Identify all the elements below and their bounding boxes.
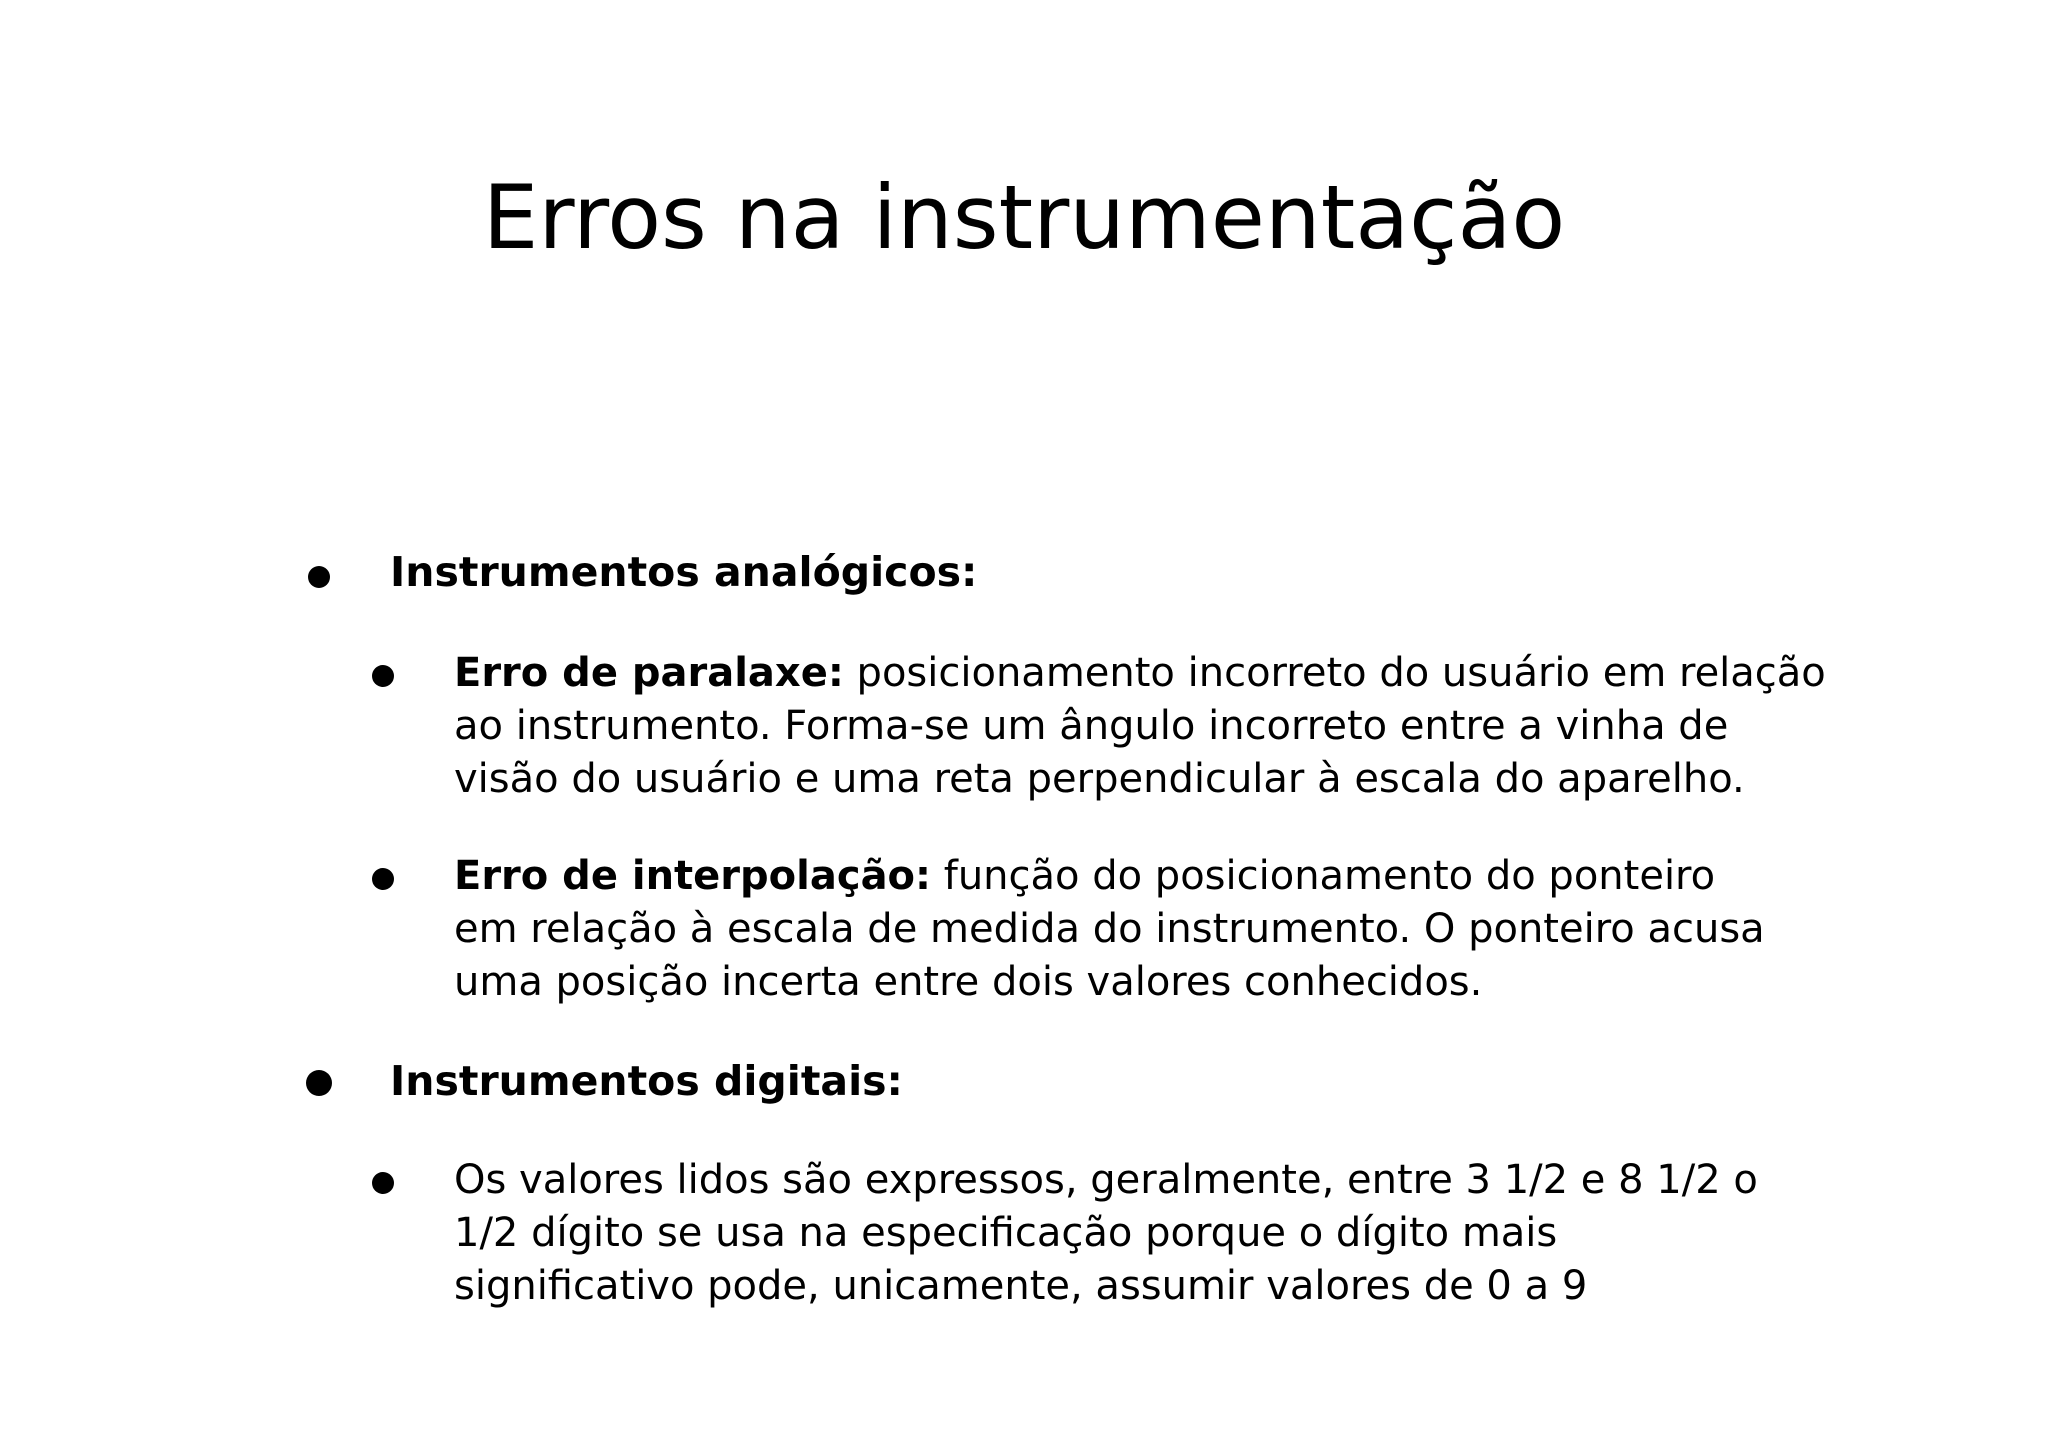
- section-heading-digital: Instrumentos digitais:: [390, 1057, 903, 1105]
- item-text: função do posicionamento do ponteiro em relação à escala de medida do instrumento. O ponteiro acusa uma posição incerta entre dois valores conhecidos.: [454, 853, 1765, 1005]
- bullet-icon: [306, 1070, 332, 1096]
- item-term: Erro de paralaxe:: [454, 650, 844, 696]
- bullet-icon: [372, 868, 394, 890]
- bullet-icon: [372, 665, 394, 687]
- list-item-parallax: [454, 647, 1834, 806]
- item-term: Erro de interpolação:: [454, 853, 932, 899]
- item-text: Os valores lidos são expressos, geralmente, entre 3 1/2 e 8 1/2 o 1/2 dígito se usa na especificação porque o dígito mais significativo pode, unicamente, assumir valores de 0 a 9: [454, 1157, 1758, 1309]
- list-item-digital-values: [454, 1154, 1784, 1313]
- section-heading-analog: Instrumentos analógicos:: [390, 548, 978, 596]
- list-item-interpolation: [454, 850, 1784, 1009]
- bullet-icon: [308, 566, 330, 588]
- item-text: posicionamento incorreto do usuário em relação ao instrumento. Forma-se um ângulo incorreto entre a vinha de visão do usuário e uma reta perpendicular à escala do aparelho.: [454, 650, 1826, 802]
- bullet-icon: [372, 1172, 394, 1194]
- slide-title: Erros na instrumentação: [482, 166, 1566, 269]
